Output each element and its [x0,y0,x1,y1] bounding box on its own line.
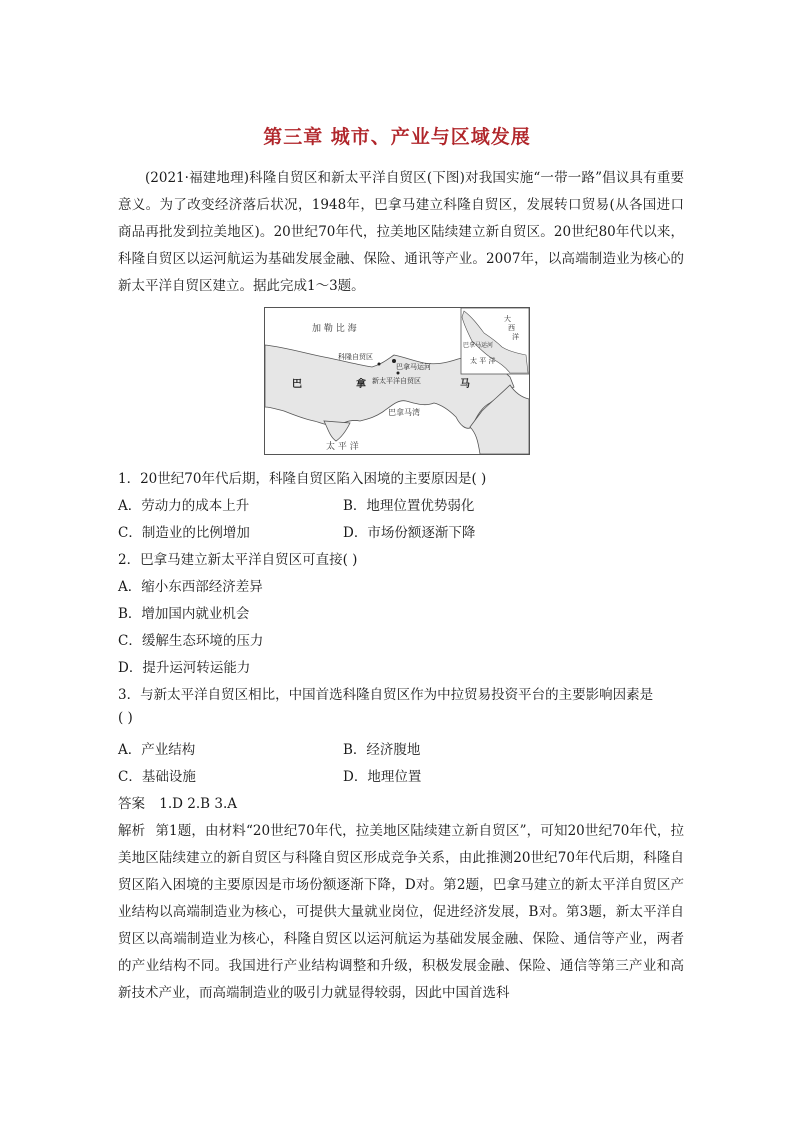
sea-north-label: 加 勒 比 海 [312,324,357,334]
question-1-option-d: D．市场份额逐渐下降 [343,525,476,541]
question-3-option-c: C．基础设施 [118,769,196,785]
bay-label: 巴拿马湾 [388,408,420,417]
analysis-label: 解析 [118,823,146,839]
question-2-option-c: C．缓解生态环境的压力 [118,633,264,649]
sea-south-label: 太 平 洋 [326,442,359,452]
analysis-text: 第1题，由材料“20世纪70年代，拉美地区陆续建立新自贸区”，可知20世纪70年代，拉美地区陆续建立的新自贸区与科隆自贸区形成竞争关系，由此推测20世纪70年代后期，科隆自贸区陷入困境的主要原因是市场份额逐渐下降，D对。第2题，巴拿马建立的新太平洋自贸区产业结构以高端制造业为核心，可提供大量就业岗位，促进经济发展，B对。第3题，新太平洋自贸区以高端制造业为核心，科隆自贸区以运河航运为基础发展金融、保险、通信等产业，两者的产业结构不同。我国进行产业结构调整和升级，积极发展金融、保险、通信等第三产业和高新技术产业，而高端制造业的吸引力就显得较弱，因此中国首选科 [118,823,685,1001]
question-1-option-a: A．劳动力的成本上升 [118,498,250,514]
chapter-title: 第三章 城市、产业与区域发展 [263,126,531,148]
canal-label: 巴拿马运河 [396,363,431,371]
question-3-stem-cont: ( ) [118,710,133,726]
inset-canal-label: 巴拿马运河 [463,342,494,349]
inset-atlantic-2: 西 [508,324,515,332]
panama-map [264,307,530,455]
answer-line [118,792,237,812]
country-label-left: 巴 [292,379,302,390]
country-label-mid: 拿 [356,379,366,390]
question-2-option-d: D．提升运河转运能力 [118,660,251,676]
question-1-stem: 1．20世纪70年代后期，科隆自贸区陷入困境的主要原因是( ) [118,471,487,487]
question-2-option-a: A．缩小东西部经济差异 [118,579,263,595]
question-2-option-b: B．增加国内就业机会 [118,606,250,622]
analysis-paragraph [118,818,684,1007]
colon-zone-label: 科隆自贸区 [338,353,373,361]
question-2-stem: 2．巴拿马建立新太平洋自贸区可直接( ) [118,552,358,568]
inset-atlantic-1: 大 [504,315,511,323]
question-3-option-b: B．经济腹地 [343,742,421,758]
answer-text: 1.D 2.B 3.A [159,796,238,812]
colon-zone-marker [378,363,381,366]
new-zone-label: 新太平洋自贸区 [372,377,421,385]
question-3-stem: 3．与新太平洋自贸区相比，中国首选科隆自贸区作为中拉贸易投资平台的主要影响因素是 [118,687,654,703]
inset-pacific-label: 太 平 洋 [470,357,496,365]
new-zone-marker [397,372,400,375]
question-3-option-a: A．产业结构 [118,742,196,758]
intro-paragraph: (2021·福建地理)科隆自贸区和新太平洋自贸区(下图)对我国实施“一带一路”倡议具有重要意义。为了改变经济落后状况，1948年，巴拿马建立科隆自贸区，发展转口贸易(从各国进口商品再批发到拉美地区)。20世纪70年代，拉美地区陆续建立新自贸区。20世纪80年代以来，科隆自贸区以运河航运为基础发展金融、保险、通讯等产业。2007年，以高端制造业为核心的新太平洋自贸区建立。据此完成1～3题。 [118,170,684,294]
answer-label: 答案 [118,796,145,812]
question-3-option-d: D．地理位置 [343,769,422,785]
question-1-option-b: B．地理位置优势弱化 [343,498,475,514]
country-label-right: 马 [460,379,470,390]
question-1-option-c: C．制造业的比例增加 [118,525,250,541]
inset-atlantic-3: 洋 [512,333,519,341]
